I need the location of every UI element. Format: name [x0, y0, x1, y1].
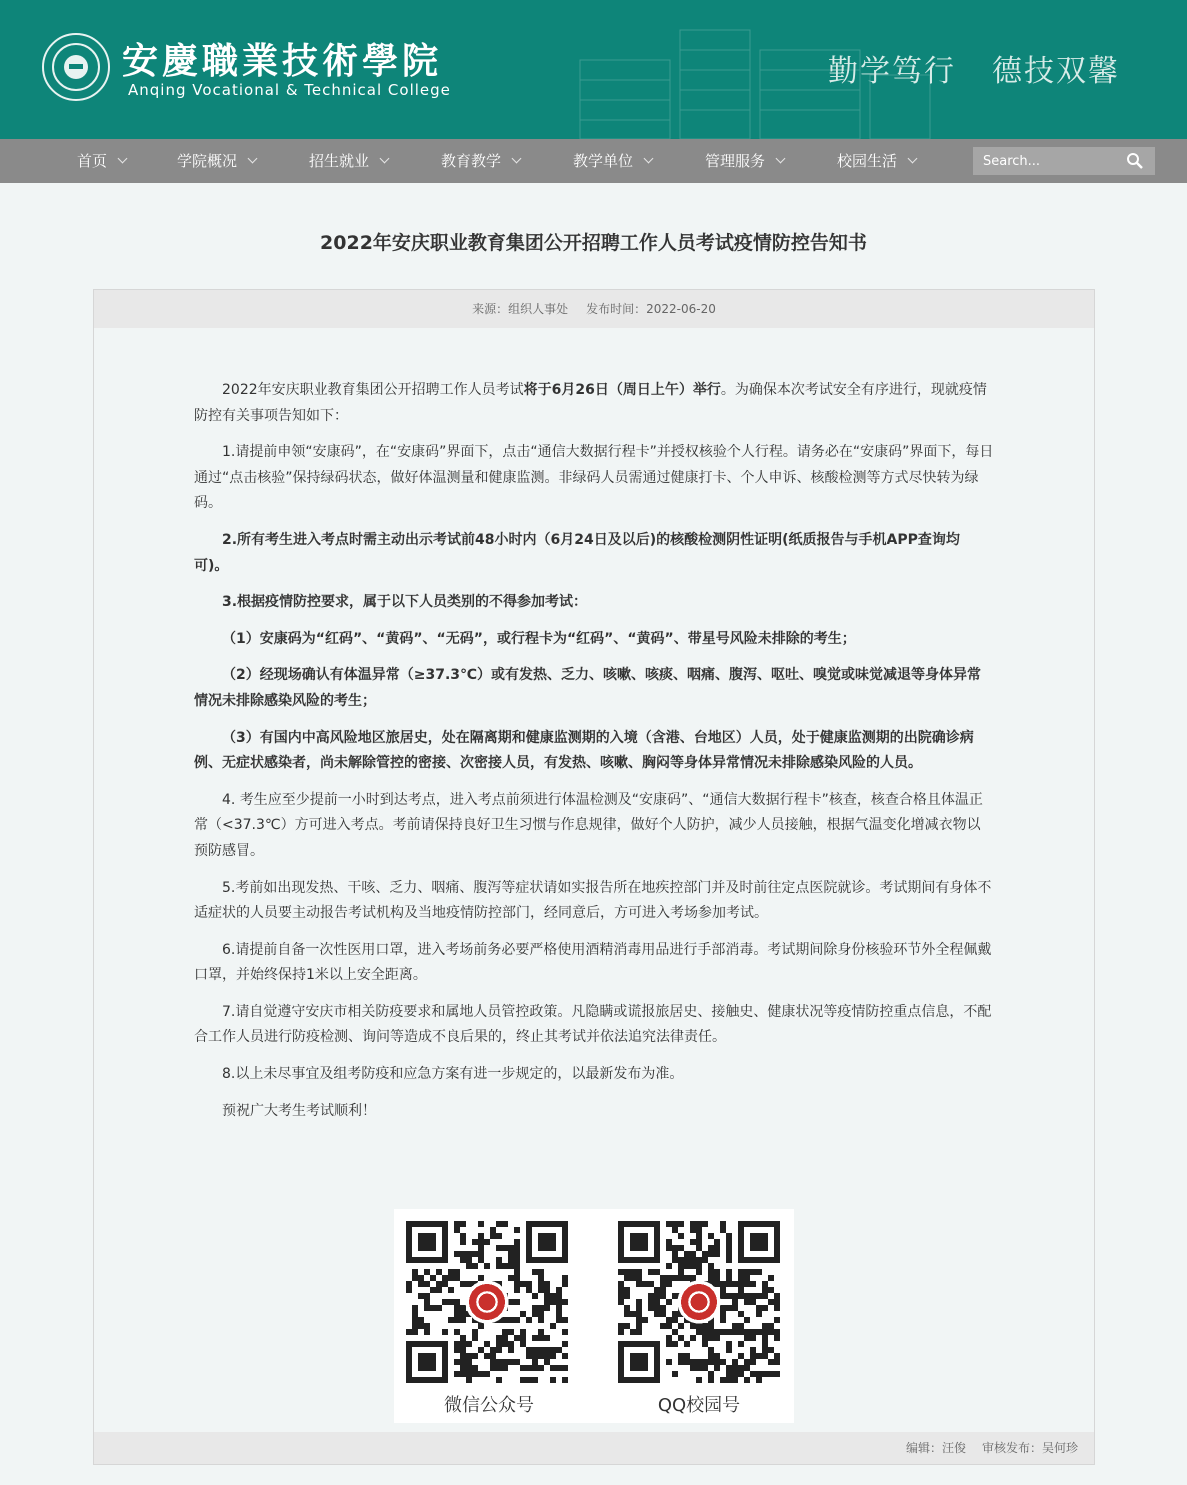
nav-item-label: 教育教学: [441, 152, 502, 170]
article-reviewer: 审核发布：吴何珍: [981, 1441, 1078, 1455]
nav-item-label: 招生就业: [309, 152, 370, 170]
qq-qr-code: [618, 1221, 780, 1383]
nav-item-label: 校园生活: [837, 152, 898, 170]
paragraph-8: 8.以上未尽事宜及组考防疫和应急方案有进一步规定的，以最新发布为准。: [222, 1066, 684, 1083]
wechat-qr-code: [406, 1221, 568, 1383]
article-box: [93, 289, 1095, 1465]
article-date: 发布时间：2022-06-20: [586, 302, 716, 316]
paragraph-3-1: （1）安康码为“红码”、“黄码”、“无码”，或行程卡为“红码”、“黄码”、带星号风险未排除的考生；: [222, 630, 856, 647]
qr-codes: [394, 1209, 794, 1423]
paragraph-2: 2.所有考生进入考点时需主动出示考试前48小时内（6月24日及以后)的核酸检测阴性证明(纸质报告与手机APP查询均可)。: [194, 531, 960, 574]
paragraph-intro: 2022年安庆职业教育集团公开招聘工作人员考试将于6月26日（周日上午）举行。为确保本次考试安全有序进行，现就疫情防控有关事项告知如下：: [194, 382, 987, 424]
article-source: 来源：组织人事处: [472, 302, 569, 316]
search-box: [973, 147, 1155, 175]
article-meta: [94, 290, 1094, 328]
chevron-down-icon: [776, 154, 786, 164]
nav-item-label: 学院概况: [177, 152, 238, 170]
college-name-cn[interactable]: 安慶職業技術學院: [122, 40, 443, 82]
wechat-qr-label: 微信公众号: [444, 1395, 534, 1416]
nav-item-departments[interactable]: [573, 139, 652, 183]
chevron-down-icon: [118, 154, 128, 164]
search-icon[interactable]: [1126, 152, 1144, 170]
nav-item-label: 管理服务: [705, 152, 766, 170]
paragraph-3-2: （2）经现场确认有体温异常（≥37.3℃）或有发热、乏力、咳嗽、咳痰、咽痛、腹泻、呕吐、嗅觉或味觉减退等身体异常情况未排除感染风险的考生；: [194, 667, 981, 709]
paragraph-closing: 预祝广大考生考试顺利！: [222, 1102, 376, 1119]
paragraph-6: 6.请提前自备一次性医用口罩，进入考场前务必要严格使用酒精消毒用品进行手部消毒。考试期间除身份核验环节外全程佩戴口罩，并始终保持1米以上安全距离。: [194, 941, 992, 984]
nav-item-education[interactable]: [441, 139, 520, 183]
nav-item-label: 教学单位: [573, 152, 634, 170]
nav-item-admissions[interactable]: [309, 139, 388, 183]
paragraph-3-3: （3）有国内中高风险地区旅居史，处在隔离期和健康监测期的入境（含港、台地区）人员，处于健康监测期的出院确诊病例、无症状感染者，尚未解除管控的密接、次密接人员，有发热、咳嗽、胸闷等身体异常情况未排除感染风险的人员。: [194, 729, 974, 772]
paragraph-3: 3.根据疫情防控要求，属于以下人员类别的不得参加考试：: [222, 594, 588, 611]
nav-item-label: 首页: [77, 152, 108, 170]
article-body: [194, 378, 994, 1135]
paragraph-4: 4. 考生应至少提前一小时到达考点，进入考点前须进行体温检测及“安康码”、“通信大数据行程卡”核查，核查合格且体温正常（<37.3℃）方可进入考点。考前请保持良好卫生习惯与作息规律，做好个人防护，减少人员接触，根据气温变化增减衣物以预防感冒。: [194, 791, 983, 859]
article-title: 2022年安庆职业教育集团公开招聘工作人员考试疫情防控告知书: [320, 232, 867, 254]
chevron-down-icon: [248, 154, 258, 164]
main-nav: [0, 139, 1187, 183]
motto-2: 德技双馨: [992, 54, 1120, 89]
site-header: [0, 0, 1187, 139]
chevron-down-icon: [644, 154, 654, 164]
chevron-down-icon: [380, 154, 390, 164]
paragraph-7: 7.请自觉遵守安庆市相关防疫要求和属地人员管控政策。凡隐瞒或谎报旅居史、接触史、健康状况等疫情防控重点信息，不配合工作人员进行防疫检测、询问等造成不良后果的，终止其考试并依法追究法律责任。: [194, 1003, 992, 1046]
qq-qr-label: QQ校园号: [657, 1395, 741, 1416]
nav-item-about[interactable]: [177, 139, 256, 183]
nav-item-home[interactable]: [77, 139, 126, 183]
nav-item-campus-life[interactable]: [837, 139, 916, 183]
article-footer: [94, 1432, 1094, 1464]
paragraph-1: 1.请提前申领“安康码”，在“安康码”界面下，点击“通信大数据行程卡”并授权核验个人行程。请务必在“安康码”界面下，每日通过“点击核验”保持绿码状态，做好体温测量和健康监测。非绿码人员需通过健康打卡、个人申诉、核酸检测等方式尽快转为绿码。: [194, 444, 994, 512]
college-seal-logo[interactable]: [42, 33, 110, 101]
chevron-down-icon: [908, 154, 918, 164]
nav-item-services[interactable]: [705, 139, 784, 183]
paragraph-5: 5.考前如出现发热、干咳、乏力、咽痛、腹泻等症状请如实报告所在地疾控部门并及时前往定点医院就诊。考试期间有身体不适症状的人员要主动报告考试机构及当地疫情防控部门，经同意后，方可进入考场参加考试。: [194, 879, 992, 922]
college-name-en: Anqing Vocational & Technical College: [128, 81, 451, 99]
chevron-down-icon: [512, 154, 522, 164]
article-editor: 编辑：汪俊: [905, 1441, 966, 1455]
search-input[interactable]: [973, 147, 1123, 175]
motto-1: 勤学笃行: [828, 54, 956, 89]
